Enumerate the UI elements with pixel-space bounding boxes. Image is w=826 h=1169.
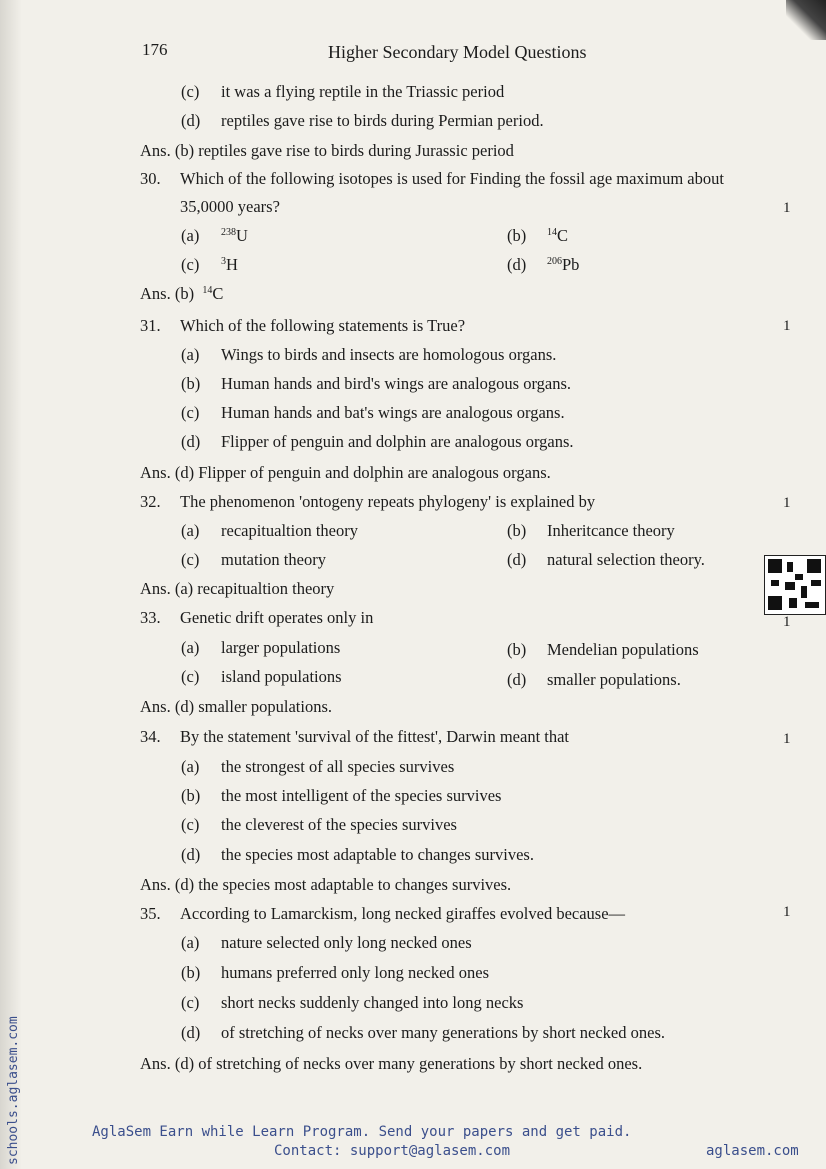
question-text: Which of the following isotopes is used for Finding the fossil age maximum about bbox=[180, 169, 724, 188]
option-line bbox=[181, 550, 326, 570]
option-line bbox=[181, 374, 571, 394]
answer-line: Ans. (d) Flipper of penguin and dolphin are analogous organs. bbox=[140, 463, 551, 482]
option-text: Human hands and bat's wings are analogous organs. bbox=[221, 403, 565, 422]
option-label: (a) bbox=[181, 757, 200, 776]
question-31 bbox=[140, 316, 465, 336]
option-line bbox=[507, 255, 579, 275]
footer-contact-link[interactable]: Contact: support@aglasem.com bbox=[274, 1143, 511, 1159]
answer-line bbox=[140, 284, 223, 304]
option-line bbox=[181, 255, 238, 275]
option-text: island populations bbox=[221, 667, 342, 686]
question-number: 31. bbox=[140, 316, 161, 335]
option-text: the strongest of all species survives bbox=[221, 757, 455, 776]
option-line bbox=[181, 1023, 665, 1043]
option-text: recapitualtion theory bbox=[221, 521, 358, 540]
question-text: By the statement 'survival of the fittest', Darwin meant that bbox=[180, 727, 570, 746]
marks: 1 bbox=[783, 904, 791, 920]
option-line bbox=[181, 815, 457, 835]
option-line bbox=[181, 638, 340, 658]
option-label: (a) bbox=[181, 933, 200, 952]
question-33 bbox=[140, 608, 373, 628]
option-line bbox=[507, 640, 699, 660]
option-label: (b) bbox=[181, 374, 201, 393]
isotope-element: Pb bbox=[562, 255, 580, 274]
option-text: mutation theory bbox=[221, 550, 326, 569]
side-watermark bbox=[6, 960, 26, 1165]
isotope-element: C bbox=[557, 226, 569, 245]
option-text: Human hands and bird's wings are analogous organs. bbox=[221, 374, 572, 393]
marks: 1 bbox=[783, 731, 791, 747]
option-label: (c) bbox=[181, 667, 200, 686]
option-text: larger populations bbox=[221, 638, 341, 657]
option-label: (a) bbox=[181, 345, 200, 364]
option-line bbox=[181, 786, 501, 806]
option-text: humans preferred only long necked ones bbox=[221, 963, 490, 982]
option-line bbox=[181, 432, 574, 452]
question-text: The phenomenon 'ontogeny repeats phylogeny' is explained by bbox=[180, 492, 596, 511]
option-text: Inheritcance theory bbox=[547, 521, 675, 540]
option-label: (d) bbox=[181, 432, 201, 451]
option-line bbox=[181, 345, 556, 365]
option-line bbox=[507, 521, 675, 541]
option-line bbox=[181, 993, 523, 1013]
option-line bbox=[507, 670, 681, 690]
isotope-mass: 238 bbox=[221, 227, 236, 238]
option-text: Flipper of penguin and dolphin are analogous organs. bbox=[221, 432, 574, 451]
option-label: (d) bbox=[181, 1023, 201, 1042]
option-line bbox=[181, 403, 565, 423]
option-label: (b) bbox=[507, 521, 527, 540]
answer-line: Ans. (d) of stretching of necks over many generations by short necked ones. bbox=[140, 1054, 643, 1073]
option-label: (d) bbox=[507, 255, 527, 274]
option-text: of stretching of necks over many generations by short necked ones. bbox=[221, 1023, 665, 1042]
answer-prefix: Ans. (b) bbox=[140, 284, 195, 303]
option-label: (b) bbox=[507, 226, 527, 245]
option-text: natural selection theory. bbox=[547, 550, 705, 569]
watermark-text: schools.aglasem.com bbox=[6, 1016, 21, 1165]
question-text: Genetic drift operates only in bbox=[180, 608, 374, 627]
option-line bbox=[507, 550, 705, 570]
qr-code-icon bbox=[764, 555, 826, 615]
option-label: (d) bbox=[507, 670, 527, 689]
question-text-continued: 35,0000 years? bbox=[180, 197, 280, 216]
option-text: the cleverest of the species survives bbox=[221, 815, 457, 834]
option-text: the species most adaptable to changes survives. bbox=[221, 845, 534, 864]
option-label: (d) bbox=[181, 845, 201, 864]
option-line bbox=[181, 111, 544, 131]
answer-line: Ans. (d) the species most adaptable to changes survives. bbox=[140, 875, 512, 894]
question-34 bbox=[140, 727, 569, 747]
option-text: short necks suddenly changed into long necks bbox=[221, 993, 524, 1012]
option-text: Mendelian populations bbox=[547, 640, 699, 659]
isotope-element: H bbox=[226, 255, 238, 274]
option-text: smaller populations. bbox=[547, 670, 681, 689]
answer-line: Ans. (d) smaller populations. bbox=[140, 697, 333, 716]
option-label: (a) bbox=[181, 638, 200, 657]
option-line bbox=[181, 82, 504, 102]
page-number: 176 bbox=[142, 40, 168, 59]
marks: 1 bbox=[783, 495, 791, 511]
answer-line: Ans. (a) recapitualtion theory bbox=[140, 579, 335, 598]
option-label: (c) bbox=[181, 255, 200, 274]
option-label: (c) bbox=[181, 82, 200, 101]
option-label: (a) bbox=[181, 226, 200, 245]
option-line bbox=[507, 226, 568, 246]
option-label: (a) bbox=[181, 521, 200, 540]
question-32 bbox=[140, 492, 595, 512]
option-text: Wings to birds and insects are homologous organs. bbox=[221, 345, 557, 364]
option-text: the most intelligent of the species survives bbox=[221, 786, 502, 805]
option-label: (c) bbox=[181, 403, 200, 422]
question-text: According to Lamarckism, long necked giraffes evolved because— bbox=[180, 904, 626, 923]
marks: 1 bbox=[783, 318, 791, 334]
isotope-element: C bbox=[212, 284, 224, 303]
option-line bbox=[181, 845, 534, 865]
page-corner-shadow bbox=[786, 0, 826, 40]
marks: 1 bbox=[783, 200, 791, 216]
question-number: 30. bbox=[140, 169, 161, 188]
option-label: (d) bbox=[181, 111, 201, 130]
option-line bbox=[181, 757, 454, 777]
option-text: it was a flying reptile in the Triassic period bbox=[221, 82, 505, 101]
option-line bbox=[181, 963, 489, 983]
question-number: 33. bbox=[140, 608, 161, 627]
question-text: Which of the following statements is True? bbox=[180, 316, 466, 335]
question-number: 34. bbox=[140, 727, 161, 746]
option-line bbox=[181, 226, 248, 246]
footer-promo-text: AglaSem Earn while Learn Program. Send your papers and get paid. bbox=[92, 1124, 632, 1140]
isotope-mass: 14 bbox=[547, 227, 557, 238]
option-label: (c) bbox=[181, 993, 200, 1012]
isotope-mass: 3 bbox=[221, 256, 226, 267]
isotope-mass: 14 bbox=[202, 285, 213, 296]
option-text: reptiles gave rise to birds during Permian period. bbox=[221, 111, 544, 130]
running-header: Higher Secondary Model Questions bbox=[328, 42, 587, 62]
isotope-element: U bbox=[236, 226, 248, 245]
option-line bbox=[181, 933, 472, 953]
option-line bbox=[181, 521, 358, 541]
isotope-mass: 206 bbox=[547, 256, 562, 267]
option-label: (c) bbox=[181, 550, 200, 569]
option-label: (b) bbox=[181, 963, 201, 982]
option-label: (d) bbox=[507, 550, 527, 569]
question-number: 32. bbox=[140, 492, 161, 511]
question-35 bbox=[140, 904, 625, 924]
option-line bbox=[181, 667, 342, 687]
option-text: nature selected only long necked ones bbox=[221, 933, 472, 952]
question-30 bbox=[140, 169, 724, 189]
question-number: 35. bbox=[140, 904, 161, 923]
answer-line: Ans. (b) reptiles gave rise to birds during Jurassic period bbox=[140, 141, 514, 160]
option-label: (b) bbox=[507, 640, 527, 659]
option-label: (b) bbox=[181, 786, 201, 805]
marks: 1 bbox=[783, 614, 791, 630]
footer-site-link[interactable]: aglasem.com bbox=[706, 1143, 799, 1159]
option-label: (c) bbox=[181, 815, 200, 834]
